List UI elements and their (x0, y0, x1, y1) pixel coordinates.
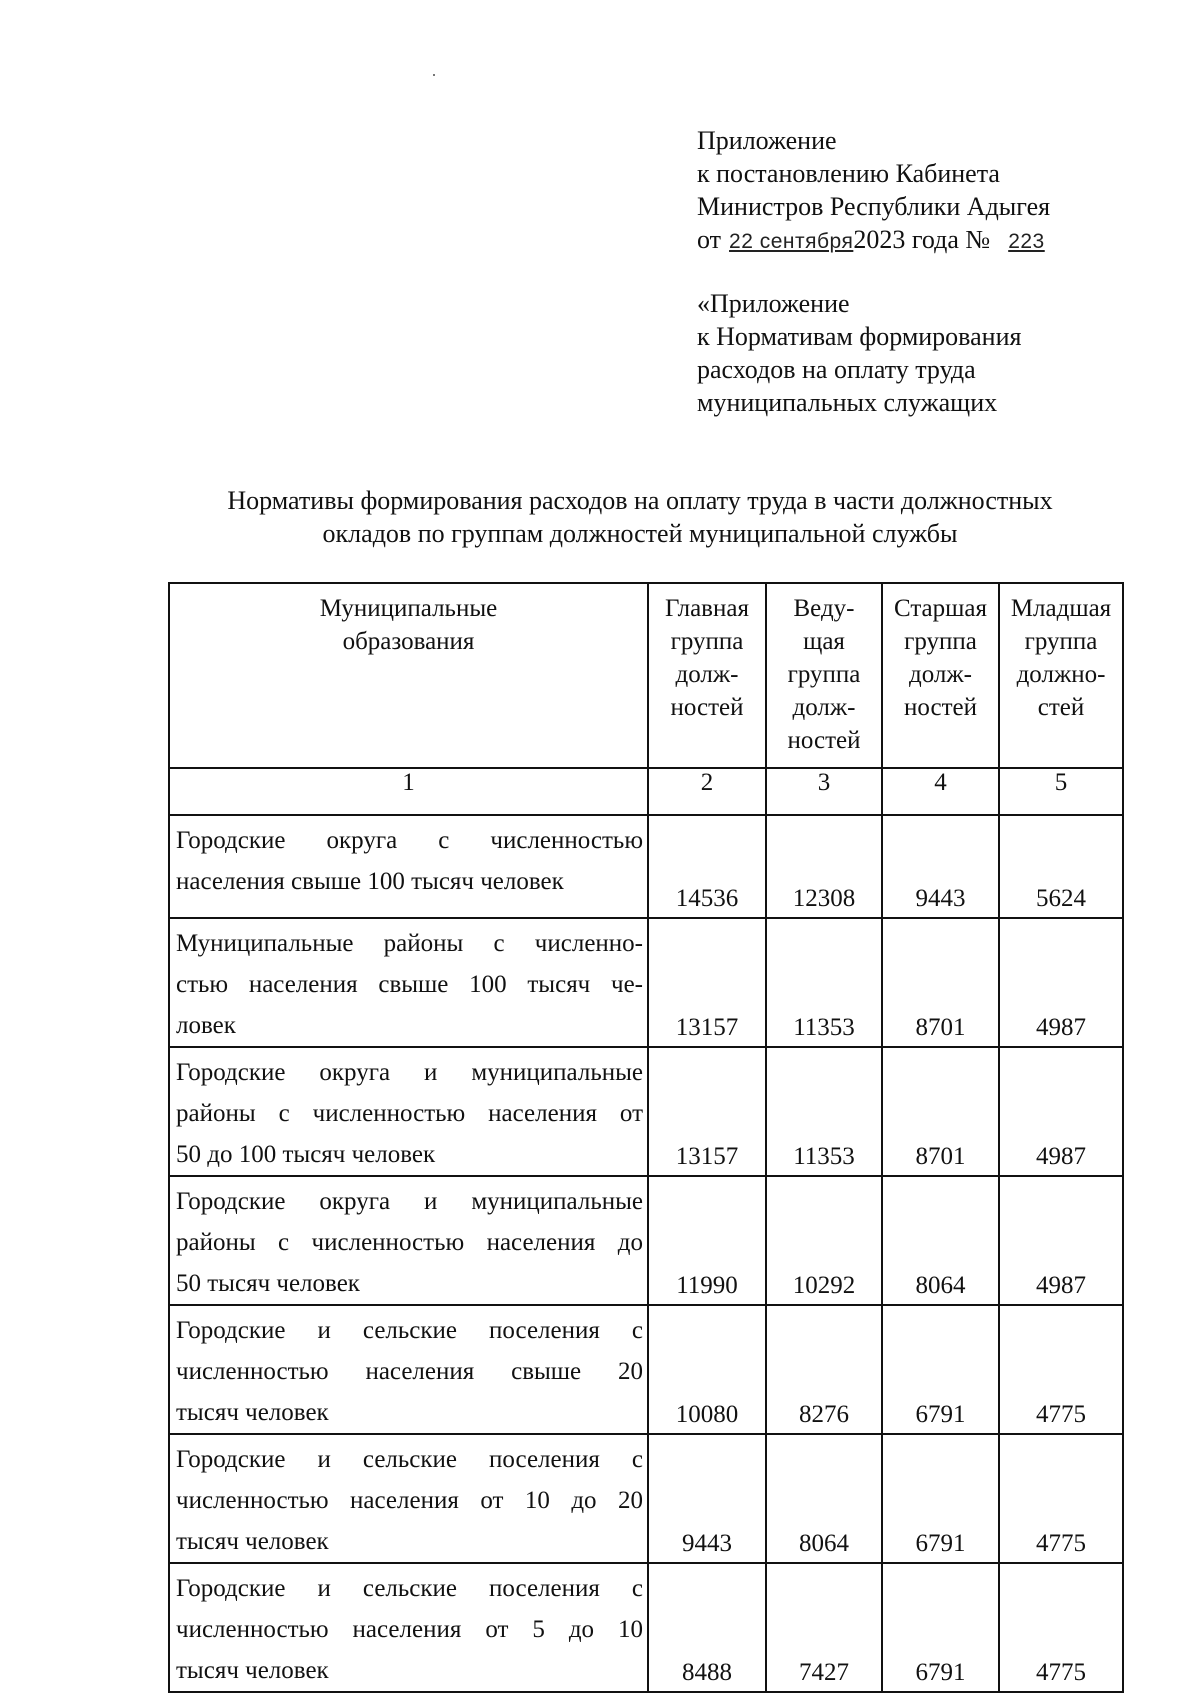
salary-value-cell: 4987 (999, 1176, 1123, 1305)
municipality-text: 50 тысяч человек (176, 1270, 360, 1297)
salary-value-cell: 8701 (882, 918, 999, 1047)
title-line: окладов по группам должностей муниципальной службы (322, 519, 958, 548)
municipality-text: Городские и сельские поселения с (176, 1317, 643, 1344)
header-cell (169, 583, 648, 768)
salary-value-cell: 4775 (999, 1563, 1123, 1692)
header-text: должно- (1016, 661, 1106, 688)
municipality-text: Городские округа и муниципальные (176, 1059, 643, 1086)
table-row (169, 1047, 1123, 1176)
column-number-cell: 1 (169, 768, 648, 815)
salary-value-cell: 10292 (766, 1176, 882, 1305)
annex-line: Министров Республики Адыгея (697, 192, 1051, 221)
table-row (169, 1563, 1123, 1692)
inner-annex-line: к Нормативам формирования (697, 322, 1022, 351)
municipality-text: тысяч человек (176, 1657, 329, 1684)
annex-date-line (697, 223, 1050, 258)
header-text: долж- (909, 661, 972, 688)
municipality-text: тысяч человек (176, 1399, 329, 1426)
salary-value-cell: 10080 (648, 1305, 766, 1434)
table-row (169, 918, 1123, 1047)
salary-value-cell: 7427 (766, 1563, 882, 1692)
header-text: образования (342, 628, 475, 655)
column-number-cell: 2 (648, 768, 766, 815)
salary-value-cell: 4775 (999, 1305, 1123, 1434)
salary-value-cell: 11990 (648, 1176, 766, 1305)
salary-value-cell: 8701 (882, 1047, 999, 1176)
header-text: группа (787, 661, 861, 688)
column-number-cell: 4 (882, 768, 999, 815)
header-text: Старшая (893, 595, 988, 622)
date-suffix: 2023 года № (853, 225, 991, 254)
salary-value-cell: 14536 (648, 815, 766, 918)
municipality-text: Городские и сельские поселения с (176, 1575, 643, 1602)
salary-value-cell: 11353 (766, 918, 882, 1047)
inner-annex-line: «Приложение (697, 289, 850, 318)
header-text: группа (1024, 628, 1098, 655)
table-row (169, 1434, 1123, 1563)
municipality-text: ловек (176, 1012, 236, 1039)
scan-speck (433, 74, 435, 76)
inner-annex-block (697, 287, 1021, 419)
header-text: ностей (670, 694, 744, 721)
header-text: ностей (904, 694, 977, 721)
salary-value-cell: 9443 (882, 815, 999, 918)
header-cell (882, 583, 999, 768)
municipality-cell (169, 1047, 648, 1176)
municipality-text: районы с численностью населения от (176, 1100, 643, 1127)
column-number-cell: 5 (999, 768, 1123, 815)
inner-annex-line: муниципальных служащих (697, 388, 998, 417)
municipality-cell (169, 815, 648, 918)
salary-value-cell: 8276 (766, 1305, 882, 1434)
municipality-text: 50 до 100 тысяч человек (176, 1141, 436, 1168)
document-title (150, 484, 1130, 550)
municipality-text: тысяч человек (176, 1528, 329, 1555)
municipality-text: численностью населения от 10 до 20 (176, 1487, 643, 1514)
header-text: группа (670, 628, 744, 655)
salary-value-cell: 4987 (999, 918, 1123, 1047)
municipality-text: Городские округа и муниципальные (176, 1188, 643, 1215)
municipality-text: Городские и сельские поселения с (176, 1446, 643, 1473)
norms-table-body (169, 583, 1123, 1692)
annex-block (697, 124, 1050, 258)
municipality-text: численностью населения от 5 до 10 (176, 1616, 643, 1643)
salary-value-cell: 9443 (648, 1434, 766, 1563)
column-number-cell: 3 (766, 768, 882, 815)
header-text: Веду- (793, 595, 855, 622)
salary-value-cell: 4987 (999, 1047, 1123, 1176)
table-row (169, 815, 1123, 918)
header-cell (648, 583, 766, 768)
municipality-text: населения свыше 100 тысяч человек (176, 868, 564, 895)
salary-value-cell: 6791 (882, 1305, 999, 1434)
annex-line: к постановлению Кабинета (697, 159, 1000, 188)
header-text: долж- (792, 694, 856, 721)
title-line: Нормативы формирования расходов на оплату труда в части должностных (227, 486, 1053, 515)
salary-value-cell: 4775 (999, 1434, 1123, 1563)
municipality-text: Городские округа с численностью (176, 827, 643, 854)
salary-value-cell: 6791 (882, 1563, 999, 1692)
handwritten-date: 22 сентября (729, 230, 854, 253)
municipality-text: численностью населения свыше 20 (176, 1358, 643, 1385)
header-cell (766, 583, 882, 768)
salary-value-cell: 13157 (648, 1047, 766, 1176)
salary-value-cell: 11353 (766, 1047, 882, 1176)
date-prefix: от (697, 225, 722, 254)
table-row (169, 1176, 1123, 1305)
handwritten-number: 223 (1008, 230, 1045, 253)
header-cell (999, 583, 1123, 768)
municipality-text: стью населения свыше 100 тысяч че- (176, 971, 643, 998)
annex-line: Приложение (697, 126, 837, 155)
salary-value-cell: 6791 (882, 1434, 999, 1563)
municipality-text: Муниципальные районы с численно- (176, 930, 643, 957)
inner-annex-line: расходов на оплату труда (697, 355, 976, 384)
salary-value-cell: 8488 (648, 1563, 766, 1692)
table-row (169, 1305, 1123, 1434)
header-text: группа (904, 628, 977, 655)
header-text: ностей (787, 727, 861, 754)
municipality-cell (169, 1305, 648, 1434)
salary-value-cell: 12308 (766, 815, 882, 918)
header-text: долж- (675, 661, 739, 688)
norms-table (168, 582, 1124, 1693)
municipality-cell (169, 918, 648, 1047)
header-text: Главная (665, 595, 749, 622)
column-number-row (169, 768, 1123, 815)
salary-value-cell: 13157 (648, 918, 766, 1047)
header-row (169, 583, 1123, 768)
municipality-text: районы с численностью населения до (176, 1229, 643, 1256)
salary-value-cell: 8064 (766, 1434, 882, 1563)
salary-value-cell: 5624 (999, 815, 1123, 918)
municipality-cell (169, 1563, 648, 1692)
header-text: Младшая (1010, 595, 1112, 622)
header-text: стей (1037, 694, 1085, 721)
header-text: щая (803, 628, 845, 655)
salary-value-cell: 8064 (882, 1176, 999, 1305)
municipality-cell (169, 1176, 648, 1305)
header-text: Муниципальные (319, 595, 498, 622)
municipality-cell (169, 1434, 648, 1563)
